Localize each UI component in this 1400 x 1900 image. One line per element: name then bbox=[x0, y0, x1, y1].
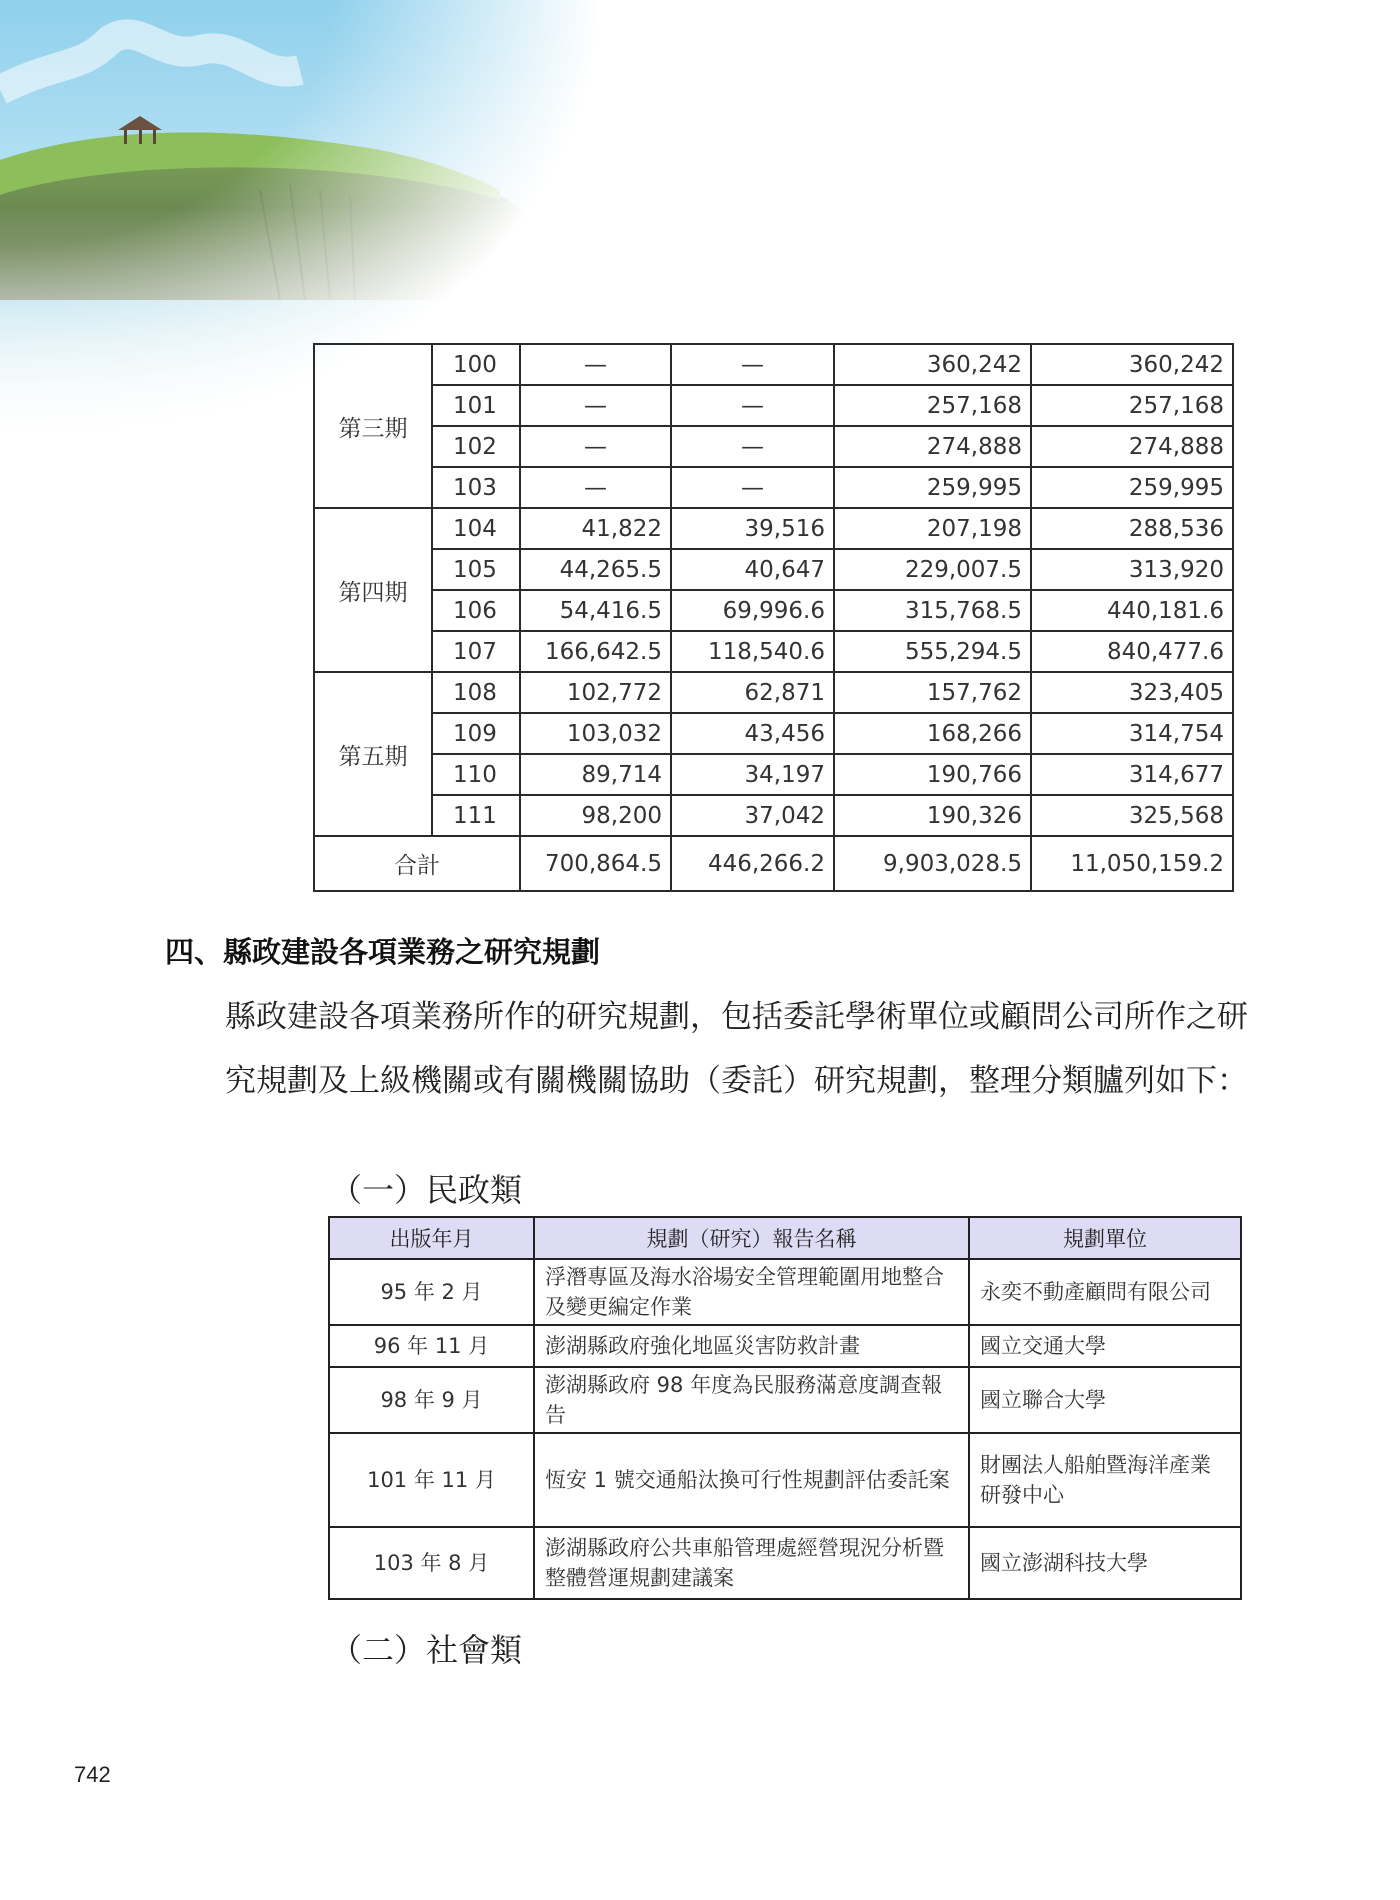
table-row bbox=[314, 713, 1233, 754]
value-cell: 44,265.5 bbox=[520, 549, 671, 590]
total-value-cell: 446,266.2 bbox=[671, 836, 834, 891]
report-title-cell: 澎湖縣政府強化地區災害防救計畫 bbox=[534, 1325, 969, 1367]
value-cell: 40,647 bbox=[671, 549, 834, 590]
subsection-heading-social: （二）社會類 bbox=[330, 1631, 523, 1669]
value-cell: 274,888 bbox=[834, 426, 1031, 467]
table-row bbox=[314, 754, 1233, 795]
page-number: 742 bbox=[74, 1762, 111, 1787]
budget-table bbox=[313, 343, 1234, 892]
value-cell: 274,888 bbox=[1031, 426, 1233, 467]
column-header: 規劃（研究）報告名稱 bbox=[534, 1217, 969, 1259]
report-title-cell: 恆安 1 號交通船汰換可行性規劃評估委託案 bbox=[534, 1433, 969, 1527]
table-row bbox=[314, 344, 1233, 385]
year-cell: 102 bbox=[432, 426, 520, 467]
date-cell: 95 年 2 月 bbox=[329, 1259, 534, 1325]
value-cell: 166,642.5 bbox=[520, 631, 671, 672]
value-cell: 259,995 bbox=[1031, 467, 1233, 508]
value-cell: — bbox=[671, 467, 834, 508]
year-cell: 108 bbox=[432, 672, 520, 713]
value-cell: — bbox=[671, 426, 834, 467]
table-row bbox=[314, 426, 1233, 467]
value-cell: 118,540.6 bbox=[671, 631, 834, 672]
column-header: 出版年月 bbox=[329, 1217, 534, 1259]
civil-affairs-table bbox=[328, 1216, 1242, 1600]
table-header-row bbox=[329, 1217, 1241, 1259]
value-cell: 440,181.6 bbox=[1031, 590, 1233, 631]
year-cell: 101 bbox=[432, 385, 520, 426]
table-row bbox=[329, 1325, 1241, 1367]
unit-cell: 國立聯合大學 bbox=[969, 1367, 1241, 1433]
report-title-cell: 澎湖縣政府 98 年度為民服務滿意度調查報告 bbox=[534, 1367, 969, 1433]
total-value-cell: 9,903,028.5 bbox=[834, 836, 1031, 891]
period-cell: 第三期 bbox=[314, 344, 432, 508]
value-cell: 98,200 bbox=[520, 795, 671, 836]
report-title-cell: 澎湖縣政府公共車船管理處經營現況分析暨整體營運規劃建議案 bbox=[534, 1527, 969, 1599]
year-cell: 111 bbox=[432, 795, 520, 836]
unit-cell: 財團法人船舶暨海洋產業研發中心 bbox=[969, 1433, 1241, 1527]
value-cell: 323,405 bbox=[1031, 672, 1233, 713]
value-cell: 314,677 bbox=[1031, 754, 1233, 795]
value-cell: 313,920 bbox=[1031, 549, 1233, 590]
value-cell: 190,766 bbox=[834, 754, 1031, 795]
table-row bbox=[314, 631, 1233, 672]
total-row bbox=[314, 836, 1233, 891]
table-row bbox=[314, 508, 1233, 549]
unit-cell: 國立澎湖科技大學 bbox=[969, 1527, 1241, 1599]
value-cell: 840,477.6 bbox=[1031, 631, 1233, 672]
column-header: 規劃單位 bbox=[969, 1217, 1241, 1259]
section-paragraph: 縣政建設各項業務所作的研究規劃，包括委託學術單位或顧問公司所作之研究規劃及上級機關或有關機關協助（委託）研究規劃，整理分類臚列如下： bbox=[225, 999, 1248, 1099]
section-heading: 四、縣政建設各項業務之研究規劃 bbox=[165, 935, 601, 969]
date-cell: 103 年 8 月 bbox=[329, 1527, 534, 1599]
year-cell: 106 bbox=[432, 590, 520, 631]
date-cell: 101 年 11 月 bbox=[329, 1433, 534, 1527]
value-cell: 190,326 bbox=[834, 795, 1031, 836]
value-cell: 325,568 bbox=[1031, 795, 1233, 836]
value-cell: — bbox=[520, 426, 671, 467]
value-cell: — bbox=[520, 344, 671, 385]
value-cell: — bbox=[520, 385, 671, 426]
year-cell: 109 bbox=[432, 713, 520, 754]
total-label: 合計 bbox=[314, 836, 520, 891]
value-cell: 257,168 bbox=[834, 385, 1031, 426]
value-cell: 288,536 bbox=[1031, 508, 1233, 549]
value-cell: 69,996.6 bbox=[671, 590, 834, 631]
table-row bbox=[329, 1259, 1241, 1325]
value-cell: 43,456 bbox=[671, 713, 834, 754]
table-row bbox=[314, 590, 1233, 631]
value-cell: 360,242 bbox=[1031, 344, 1233, 385]
table-row bbox=[314, 385, 1233, 426]
table-row bbox=[314, 467, 1233, 508]
table-row bbox=[329, 1367, 1241, 1433]
period-cell: 第五期 bbox=[314, 672, 432, 836]
date-cell: 96 年 11 月 bbox=[329, 1325, 534, 1367]
value-cell: 314,754 bbox=[1031, 713, 1233, 754]
value-cell: — bbox=[671, 344, 834, 385]
value-cell: 257,168 bbox=[1031, 385, 1233, 426]
value-cell: 103,032 bbox=[520, 713, 671, 754]
total-value-cell: 11,050,159.2 bbox=[1031, 836, 1233, 891]
value-cell: 41,822 bbox=[520, 508, 671, 549]
value-cell: 555,294.5 bbox=[834, 631, 1031, 672]
subsection-heading-civil: （一）民政類 bbox=[330, 1171, 523, 1209]
year-cell: 104 bbox=[432, 508, 520, 549]
year-cell: 103 bbox=[432, 467, 520, 508]
unit-cell: 永奕不動產顧問有限公司 bbox=[969, 1259, 1241, 1325]
table-row bbox=[329, 1433, 1241, 1527]
year-cell: 105 bbox=[432, 549, 520, 590]
total-value-cell: 700,864.5 bbox=[520, 836, 671, 891]
value-cell: — bbox=[520, 467, 671, 508]
value-cell: 34,197 bbox=[671, 754, 834, 795]
value-cell: 259,995 bbox=[834, 467, 1031, 508]
value-cell: 229,007.5 bbox=[834, 549, 1031, 590]
year-cell: 100 bbox=[432, 344, 520, 385]
unit-cell: 國立交通大學 bbox=[969, 1325, 1241, 1367]
value-cell: 89,714 bbox=[520, 754, 671, 795]
value-cell: 102,772 bbox=[520, 672, 671, 713]
value-cell: 168,266 bbox=[834, 713, 1031, 754]
value-cell: 157,762 bbox=[834, 672, 1031, 713]
value-cell: — bbox=[671, 385, 834, 426]
value-cell: 360,242 bbox=[834, 344, 1031, 385]
period-cell: 第四期 bbox=[314, 508, 432, 672]
table-row bbox=[314, 795, 1233, 836]
year-cell: 110 bbox=[432, 754, 520, 795]
value-cell: 62,871 bbox=[671, 672, 834, 713]
value-cell: 315,768.5 bbox=[834, 590, 1031, 631]
value-cell: 54,416.5 bbox=[520, 590, 671, 631]
date-cell: 98 年 9 月 bbox=[329, 1367, 534, 1433]
table-row bbox=[314, 672, 1233, 713]
year-cell: 107 bbox=[432, 631, 520, 672]
table-row bbox=[314, 549, 1233, 590]
value-cell: 39,516 bbox=[671, 508, 834, 549]
value-cell: 207,198 bbox=[834, 508, 1031, 549]
value-cell: 37,042 bbox=[671, 795, 834, 836]
table-row bbox=[329, 1527, 1241, 1599]
report-title-cell: 浮潛專區及海水浴場安全管理範圍用地整合及變更編定作業 bbox=[534, 1259, 969, 1325]
